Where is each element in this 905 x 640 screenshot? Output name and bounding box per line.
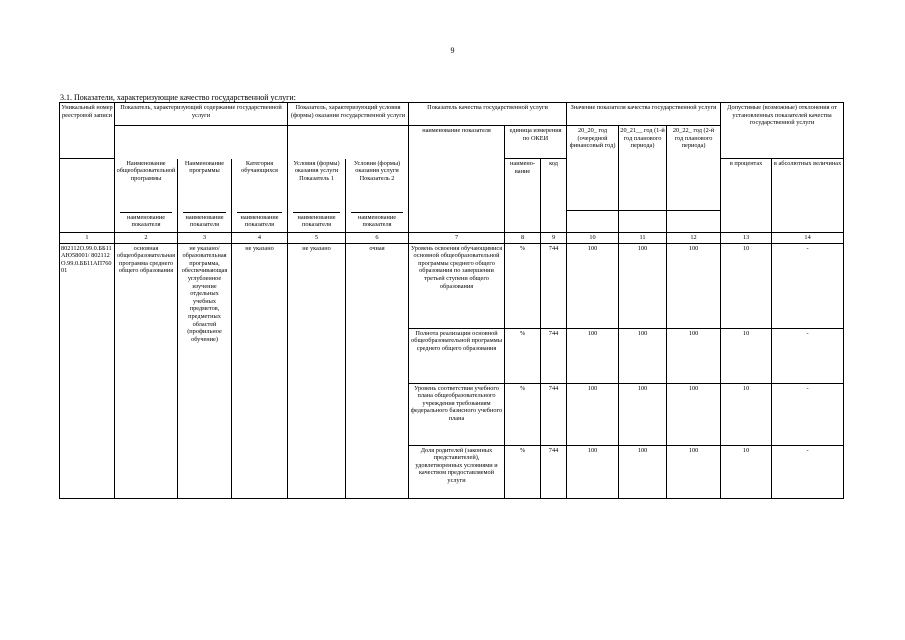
unit: % bbox=[505, 383, 541, 445]
value-year3: 100 bbox=[667, 383, 721, 445]
header-content-group: Показатель, характеризующий содержание государственной услуги bbox=[115, 103, 288, 126]
col-number: 9 bbox=[541, 233, 567, 244]
header-registry: Уникальный номер реестровой записи bbox=[60, 103, 115, 159]
value-year2: 100 bbox=[619, 243, 667, 328]
col-number: 11 bbox=[619, 233, 667, 244]
section-title: 3.1. Показатели, характеризующие качество государственной услуги: bbox=[60, 93, 296, 102]
col-number: 3 bbox=[178, 233, 232, 244]
value-year3: 100 bbox=[667, 445, 721, 498]
header-year3-tail bbox=[667, 211, 721, 233]
unit-code: 744 bbox=[541, 383, 567, 445]
col-number: 7 bbox=[409, 233, 505, 244]
col-number: 8 bbox=[505, 233, 541, 244]
header-year1: 20_20_ год (очередной финансовый год) bbox=[567, 126, 619, 211]
col-number: 13 bbox=[721, 233, 772, 244]
header-conditions-empty bbox=[288, 126, 409, 159]
header-cond2: Условия (формы) оказания услуги Показатель 2 bbox=[346, 159, 409, 211]
header-indicator-name: наименование показателя bbox=[409, 126, 505, 233]
condition-1: не указано bbox=[288, 243, 346, 498]
category: не указано bbox=[232, 243, 288, 498]
deviation-percent: 10 bbox=[721, 243, 772, 328]
header-year2: 20_21__ год (1-й год планового периода) bbox=[619, 126, 667, 211]
deviation-absolute: - bbox=[772, 243, 844, 328]
indicator-name: Доля родителей (законных представителей), удовлетворенных условиями и качеством предоставляемой услуги bbox=[409, 445, 505, 498]
deviation-absolute: - bbox=[772, 328, 844, 383]
subcaption-2: наименование показателя bbox=[115, 211, 178, 233]
subcaption-6: наименование показателя bbox=[346, 211, 409, 233]
program-name: основная общеобразовательная программа среднего общего образования bbox=[115, 243, 178, 498]
header-cond1: Условия (формы) оказания услуги Показатель 1 bbox=[288, 159, 346, 211]
header-unit-okei: единица измерения по ОКЕИ bbox=[505, 126, 567, 159]
registry-number: 802112О.99.0.ББ11АЮ58001/ 802112О.99.0.ББ11АП76001 bbox=[60, 243, 115, 498]
header-percent: в процентах bbox=[721, 159, 772, 233]
col-number: 2 bbox=[115, 233, 178, 244]
deviation-absolute: - bbox=[772, 383, 844, 445]
value-year1: 100 bbox=[567, 243, 619, 328]
header-deviation-group: Допустимые (возможные) отклонения от установленных показателей качества государственной услуги bbox=[721, 103, 844, 159]
header-year1-tail bbox=[567, 211, 619, 233]
quality-indicators-table bbox=[59, 102, 844, 499]
header-year3: 20_22_ год (2-й год планового периода) bbox=[667, 126, 721, 211]
page-number: 9 bbox=[450, 46, 455, 55]
col-number: 1 bbox=[60, 233, 115, 244]
value-year1: 100 bbox=[567, 445, 619, 498]
col-number: 5 bbox=[288, 233, 346, 244]
header-content-empty bbox=[115, 126, 288, 159]
col-number: 4 bbox=[232, 233, 288, 244]
col-number: 6 bbox=[346, 233, 409, 244]
program: не указано/ образовательная программа, обеспечивающая углубленное изучение отдельных учебных предметов, предметных областей (профильное обучение) bbox=[178, 243, 232, 498]
indicator-name: Уровень соответствия учебного плана общеобразовательного учреждения требованиям федерального базисного учебного плана bbox=[409, 383, 505, 445]
value-year1: 100 bbox=[567, 328, 619, 383]
header-program-name: Наименование общеобразовательной программы bbox=[115, 159, 178, 211]
unit: % bbox=[505, 328, 541, 383]
header-values-group: Значение показателя качества государственной услуги bbox=[567, 103, 721, 126]
value-year1: 100 bbox=[567, 383, 619, 445]
header-program: Наименование программы bbox=[178, 159, 232, 211]
header-quality-group: Показатель качества государственной услуги bbox=[409, 103, 567, 126]
header-year2-tail bbox=[619, 211, 667, 233]
header-conditions-group: Показатель, характеризующий условия (формы) оказания государственной услуги bbox=[288, 103, 409, 126]
header-registry-cont bbox=[60, 159, 115, 233]
value-year2: 100 bbox=[619, 328, 667, 383]
table-row bbox=[60, 243, 844, 328]
col-number: 10 bbox=[567, 233, 619, 244]
unit-code: 744 bbox=[541, 243, 567, 328]
col-number: 14 bbox=[772, 233, 844, 244]
column-numbers-row bbox=[60, 233, 844, 244]
deviation-absolute: - bbox=[772, 445, 844, 498]
deviation-percent: 10 bbox=[721, 445, 772, 498]
indicator-name: Полнота реализации основной общеобразовательной программы среднего общего образования bbox=[409, 328, 505, 383]
unit: % bbox=[505, 243, 541, 328]
unit: % bbox=[505, 445, 541, 498]
condition-2: очная bbox=[346, 243, 409, 498]
value-year3: 100 bbox=[667, 328, 721, 383]
header-absolute: в абсолютных величинах bbox=[772, 159, 844, 233]
deviation-percent: 10 bbox=[721, 383, 772, 445]
value-year2: 100 bbox=[619, 445, 667, 498]
indicator-name: Уровень освоения обучающимися основной общеобразовательной программы среднего общего образования по завершении третьей ступени общего образования bbox=[409, 243, 505, 328]
subcaption-3: наименование показателя bbox=[178, 211, 232, 233]
header-category: Категория обучающихся bbox=[232, 159, 288, 211]
deviation-percent: 10 bbox=[721, 328, 772, 383]
value-year2: 100 bbox=[619, 383, 667, 445]
unit-code: 744 bbox=[541, 445, 567, 498]
unit-code: 744 bbox=[541, 328, 567, 383]
subcaption-5: наименование показателя bbox=[288, 211, 346, 233]
header-unit-code: код bbox=[541, 159, 567, 233]
value-year3: 100 bbox=[667, 243, 721, 328]
subcaption-4: наименование показателя bbox=[232, 211, 288, 233]
header-unit-name: наимено-вание bbox=[505, 159, 541, 233]
col-number: 12 bbox=[667, 233, 721, 244]
